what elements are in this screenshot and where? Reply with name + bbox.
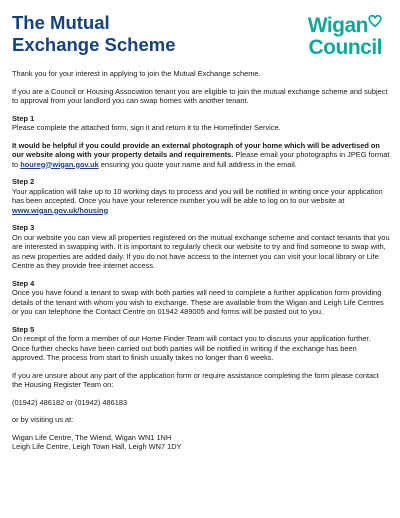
step-4-text: Once you have found a tenant to swap with both parties will need to complete a further application form providing details of the tenant with whom you wish to exchange. These are available from the Wigan and Leigh Life Centres or you can telephone the Contact Centre on 01942 489005 and forms will be posted out to you. [12,288,384,316]
visit-text: or by visiting us at: [12,415,74,424]
photo-note-bold: It would be helpful if you could provide an external photograph of your home which will be advertised on our website along with your property details and requirements. [12,140,380,159]
step-1-section [12,114,390,133]
step-3-text: On our website you can view all properties registered on the mutual exchange scheme and contact tenants that you are interested in swapping with. It is important to regularly check our website to try and find someone to swap with, as new properties are added daily. If you do not have access to the internet you can visit your local library or Life Centre as they provide free internet access. [12,232,390,270]
eligibility-paragraph: If you are a Council or Housing Association tenant you are eligible to join the mutual exchange scheme and subject to approval from your landlord you can swap homes with another tenant. [12,86,388,105]
step-2-text: Your application will take up to 10 working days to process and you will be notified in writing once your application has been accepted. Once you have your reference number you will be able to log on to our website at [12,186,383,205]
housing-website-link[interactable]: www.wigan.gov.uk/housing [12,205,109,215]
step-3-section [12,223,390,271]
step-2-paragraph [12,187,390,216]
photo-note-text-after: ensuring you quote your name and full address in the email. [98,159,297,169]
step-2-heading: Step 2 [12,177,35,186]
intro-paragraph: Thank you for your interest in applying to join the Mutual Exchange scheme. [12,69,261,78]
step-3-heading: Step 3 [12,223,35,232]
photo-note-paragraph [12,141,390,170]
heart-icon [368,14,382,28]
title-line-1: The Mutual [12,12,110,33]
step-5-heading: Step 5 [12,324,35,334]
page-title [12,12,176,56]
logo-word-wigan: Wigan [307,14,368,37]
wigan-council-logo [282,14,382,64]
address-leigh: Leigh Life Centre, Leigh Town Hall, Leigh WN7 1DY [12,442,182,451]
email-link[interactable]: houreg@wigan.gov.uk [20,159,99,169]
photo-note-text-before: Please email your photographs in JPEG format to [12,150,390,169]
step-5-section [12,325,390,363]
step-1-heading: Step 1 [12,113,35,123]
address-wigan: Wigan Life Centre, The Wiend, Wigan WN1 1NH [12,432,172,442]
step-1-text: Please complete the attached form, sign it and return it to the Homefinder Service. [12,123,281,132]
step-4-section [12,279,390,317]
document-body [12,69,390,452]
step-4-heading: Step 4 [12,278,35,288]
step-2-section [12,177,390,215]
phone-numbers: (01942) 486182 or (01942) 486183 [12,397,128,407]
title-line-2: Exchange Scheme [12,34,176,55]
assistance-paragraph: If you are unsure about any part of the application form or require assistance completing the form please contact the Housing Register Team on: [12,370,379,389]
step-5-text: On receipt of the form a member of our Home Finder Team will contact you to discuss your application further. Once further checks have been carried out both parties will be notified in writing if the exchange has been approved. The process from start to finish usually takes no longer than 6 weeks. [12,334,371,362]
document-header [12,12,390,72]
logo-word-council: Council [308,36,382,59]
